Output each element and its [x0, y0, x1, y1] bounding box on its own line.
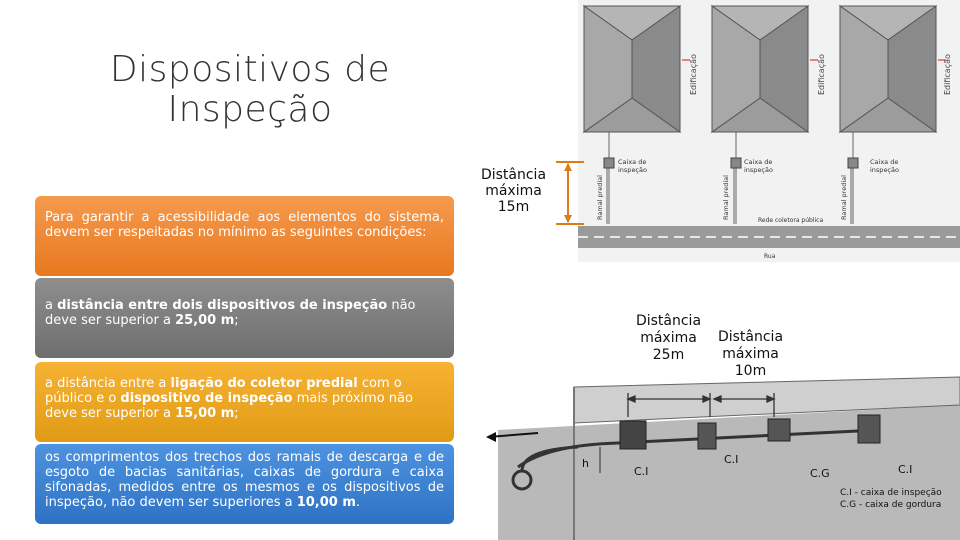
caixa-label: Caixa de — [744, 158, 773, 166]
building-plan-diagram — [578, 0, 960, 262]
dimension-15m-bracket — [550, 160, 590, 232]
rede-coletora-label: Rede coletora pública — [758, 217, 824, 224]
edificacao-label: Edificação — [689, 54, 698, 95]
caixa-label: Caixa de — [870, 158, 899, 166]
condition-2-value: 15,00 m — [175, 406, 235, 421]
rua-label: Rua — [764, 253, 776, 260]
edificacao-label: Edificação — [943, 54, 952, 95]
ci-label: C.I — [724, 453, 739, 466]
condition-box-1 — [35, 278, 454, 358]
caixa-label: Caixa de — [618, 158, 647, 166]
label-line: máxima — [640, 330, 697, 346]
ramal-predial-label: Ramal predial — [840, 175, 848, 220]
caixa-inspecao-icon — [848, 158, 858, 168]
condition-2-bold: ligação do coletor predial — [170, 376, 358, 391]
legend-cg: C.G - caixa de gordura — [840, 500, 942, 510]
condition-2-text: ; — [234, 406, 239, 421]
condition-3-text: os comprimentos dos trechos dos ramais de descarga e de esgoto de bacias sanitárias, caixas de gordura e caixa sifonadas, medidos entre os mesmos e os dispositivos de inspeção, não devem ser superiores a — [45, 450, 444, 510]
building-roof-2 — [712, 6, 808, 132]
condition-3-text: . — [355, 495, 361, 510]
condition-box-2 — [35, 362, 454, 442]
label-line: máxima — [485, 183, 542, 199]
label-line: Distância — [480, 167, 547, 183]
caixa-gordura-box — [768, 419, 790, 441]
condition-2-bold: dispositivo de inspeção — [120, 391, 293, 406]
caixa-inspecao-box — [698, 423, 716, 449]
label-line: 10m — [734, 363, 767, 379]
ramal-pipe — [606, 160, 610, 224]
legend-ci: C.I - caixa de inspeção — [840, 488, 942, 498]
caixa-inspecao-box — [858, 415, 880, 443]
condition-1-text: ; — [234, 313, 239, 328]
building-roof-3 — [840, 6, 936, 132]
page-title: Dispositivos de Inspeção — [109, 49, 391, 130]
label-line: máxima — [722, 346, 779, 362]
condition-1-text: a — [45, 298, 58, 313]
ci-label: C.I — [634, 465, 649, 478]
building-roof-1 — [584, 6, 680, 132]
ramal-predial-label: Ramal predial — [596, 175, 604, 220]
label-line: 25m — [652, 347, 685, 363]
condition-2-text: mais próximo não deve ser superior a — [45, 391, 413, 421]
condition-3-value: 10,00 m — [296, 495, 356, 510]
condition-box-3 — [35, 444, 454, 524]
cg-label: C.G — [810, 467, 830, 480]
label-line: Distância — [635, 313, 702, 329]
caixa-inspecao-box — [620, 421, 646, 449]
h-label: h — [582, 457, 589, 470]
intro-box — [35, 196, 454, 276]
caixa-inspecao-icon — [604, 158, 614, 168]
ramal-pipe — [850, 160, 854, 224]
label-line: Distância — [717, 329, 784, 345]
condition-1-value: 25,00 m — [175, 313, 235, 328]
dist-10m-label — [708, 329, 793, 380]
condition-2-text: a distância entre a — [45, 376, 171, 391]
caixa-label: inspeção — [618, 166, 647, 174]
caixa-label: inspeção — [744, 166, 773, 174]
condition-1-text: não deve ser superior a — [45, 298, 416, 328]
condition-1-bold: distância entre dois dispositivos de inspeção — [57, 298, 388, 313]
dist-15m-label — [471, 167, 556, 215]
cross-section-diagram — [478, 375, 960, 540]
ci-label: C.I — [898, 463, 913, 476]
dist-25m-label — [626, 313, 711, 364]
caixa-inspecao-icon — [731, 158, 741, 168]
ramal-pipe — [733, 160, 737, 224]
edificacao-label: Edificação — [817, 54, 826, 95]
condition-2-text: com o público e o — [45, 376, 402, 406]
ramal-predial-label: Ramal predial — [722, 175, 730, 220]
arrow-left-icon — [486, 432, 496, 442]
intro-text: Para garantir a acessibilidade aos elementos do sistema, devem ser respeitadas no mínimo as seguintes condições: — [45, 210, 444, 240]
label-line: 15m — [497, 199, 530, 215]
caixa-label: inspeção — [870, 166, 899, 174]
